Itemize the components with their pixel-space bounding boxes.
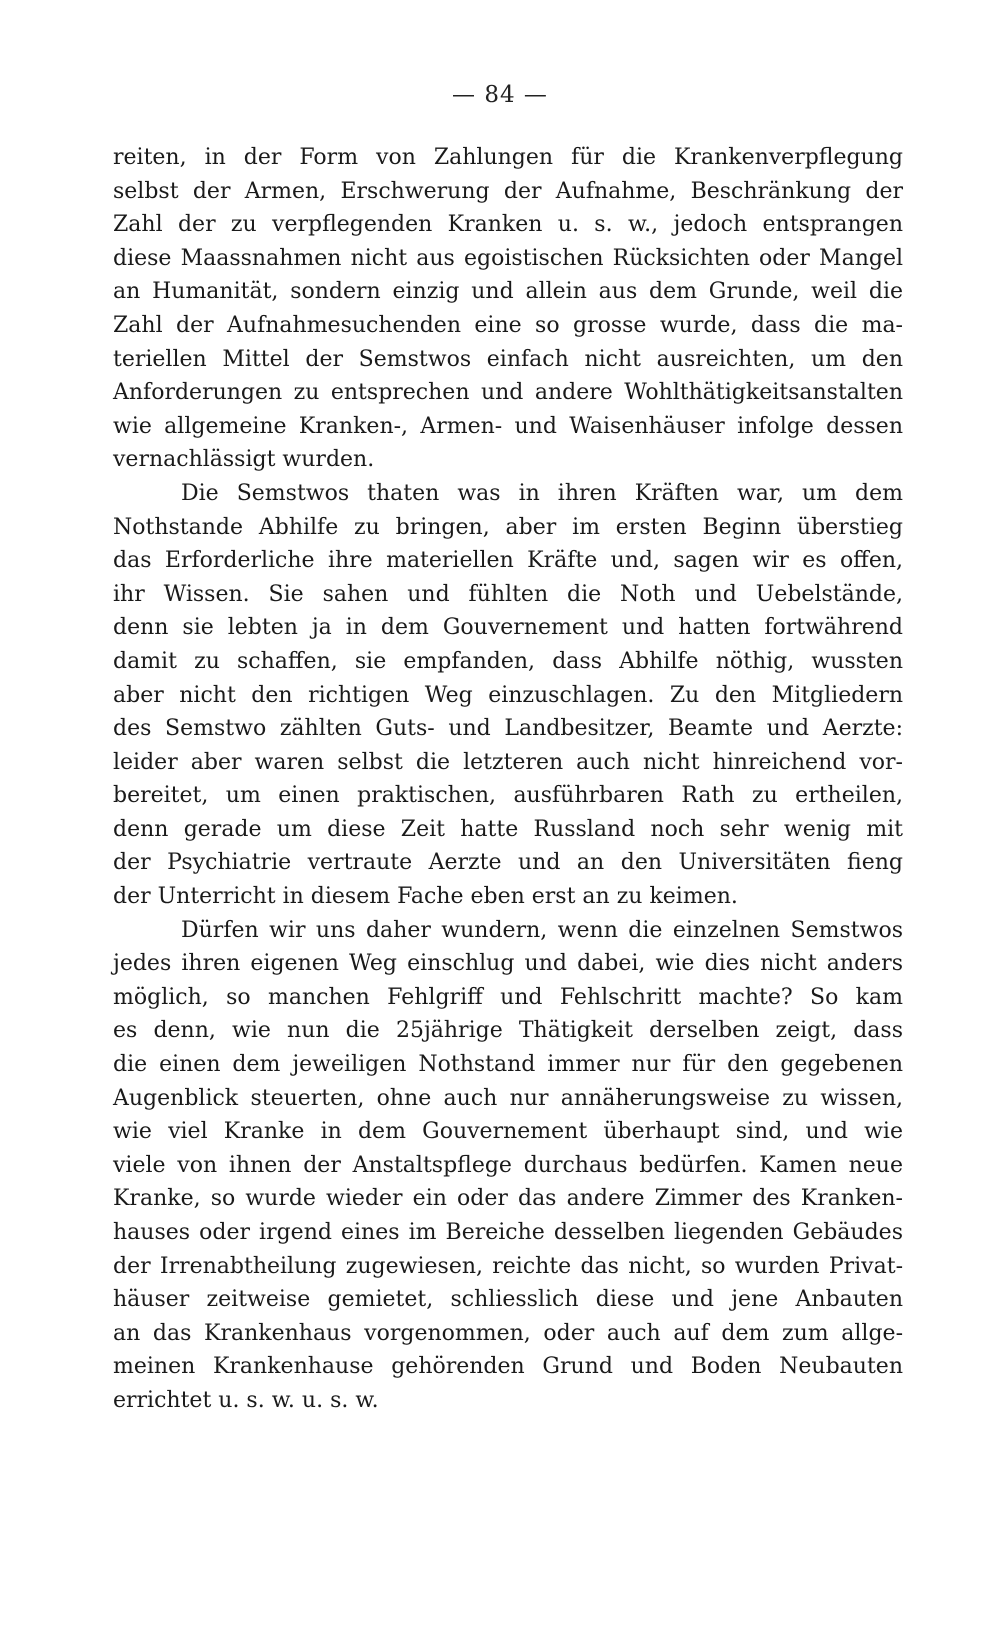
page-number: — 84 — — [452, 82, 548, 108]
text-line: Dürfen wir uns daher wundern, wenn die einzelnen Semstwos — [181, 917, 903, 943]
text-line: der Psychiatrie vertraute Aerzte und an den Universitäten fieng — [113, 850, 903, 876]
text-line: denn sie lebten ja in dem Gouvernement und hatten fortwährend — [113, 615, 903, 641]
text-line: meinen Krankenhause gehörenden Grund und Boden Neubauten — [113, 1354, 903, 1380]
text-line: aber nicht den richtigen Weg einzuschlagen. Zu den Mitgliedern — [113, 682, 903, 708]
text-line: denn gerade um diese Zeit hatte Russland noch sehr wenig mit — [113, 816, 903, 842]
text-line: Nothstande Abhilfe zu bringen, aber im ersten Beginn überstieg — [113, 514, 903, 540]
text-line: vernachlässigt wurden. — [113, 447, 375, 473]
body-text — [113, 141, 903, 1418]
text-line: wie viel Kranke in dem Gouvernement überhaupt sind, und wie — [113, 1119, 903, 1145]
text-line: leider aber waren selbst die letzteren auch nicht hinreichend vor- — [113, 749, 903, 775]
text-line: ihr Wissen. Sie sahen und fühlten die Noth und Uebelstände, — [113, 581, 903, 607]
text-line: wie allgemeine Kranken-, Armen- und Waisenhäuser infolge dessen — [113, 413, 903, 439]
text-line: das Erforderliche ihre materiellen Kräfte und, sagen wir es offen, — [113, 548, 903, 574]
text-line: an das Krankenhaus vorgenommen, oder auch auf dem zum allge- — [113, 1320, 903, 1346]
text-line: des Semstwo zählten Guts- und Landbesitzer, Beamte und Aerzte: — [113, 716, 903, 742]
text-line: selbst der Armen, Erschwerung der Aufnahme, Beschränkung der — [113, 178, 903, 204]
text-line: der Unterricht in diesem Fache eben erst an zu keimen. — [113, 884, 738, 910]
text-line: Anforderungen zu entsprechen und andere Wohlthätigkeitsanstalten — [113, 380, 903, 406]
text-line: Zahl der Aufnahmesuchenden eine so grosse wurde, dass die ma- — [113, 312, 903, 338]
text-line: der Irrenabtheilung zugewiesen, reichte das nicht, so wurden Privat- — [113, 1253, 903, 1279]
text-line: errichtet u. s. w. u. s. w. — [113, 1387, 379, 1413]
text-line: die einen dem jeweiligen Nothstand immer nur für den gegebenen — [113, 1052, 903, 1078]
text-line: hauses oder irgend eines im Bereiche desselben liegenden Gebäudes — [113, 1220, 903, 1245]
text-line: häuser zeitweise gemietet, schliesslich diese und jene Anbauten — [113, 1287, 903, 1313]
text-line: möglich, so manchen Fehlgriff und Fehlschritt machte? So kam — [113, 984, 903, 1010]
text-line: teriellen Mittel der Semstwos einfach nicht ausreichten, um den — [113, 346, 903, 372]
text-line: diese Maassnahmen nicht aus egoistischen Rücksichten oder Mangel — [113, 245, 903, 271]
text-line: viele von ihnen der Anstaltspflege durchaus bedürfen. Kamen neue — [113, 1152, 903, 1178]
text-line: jedes ihren eigenen Weg einschlug und dabei, wie dies nicht anders — [113, 951, 903, 977]
text-line: Kranke, so wurde wieder ein oder das andere Zimmer des Kranken- — [113, 1186, 903, 1212]
text-line: Die Semstwos thaten was in ihren Kräften war, um dem — [181, 480, 903, 506]
text-line: damit zu schaffen, sie empfanden, dass Abhilfe nöthig, wussten — [113, 648, 903, 674]
text-line: es denn, wie nun die 25jährige Thätigkeit derselben zeigt, dass — [113, 1018, 903, 1044]
text-line: reiten, in der Form von Zahlungen für die Krankenverpflegung — [113, 145, 903, 170]
text-line: Zahl der zu verpflegenden Kranken u. s. w., jedoch entsprangen — [113, 212, 903, 238]
text-line: bereitet, um einen praktischen, ausführbaren Rath zu ertheilen, — [113, 783, 903, 809]
text-line: Augenblick steuerten, ohne auch nur annäherungsweise zu wissen, — [113, 1085, 903, 1111]
text-line: an Humanität, sondern einzig und allein aus dem Grunde, weil die — [113, 279, 903, 305]
